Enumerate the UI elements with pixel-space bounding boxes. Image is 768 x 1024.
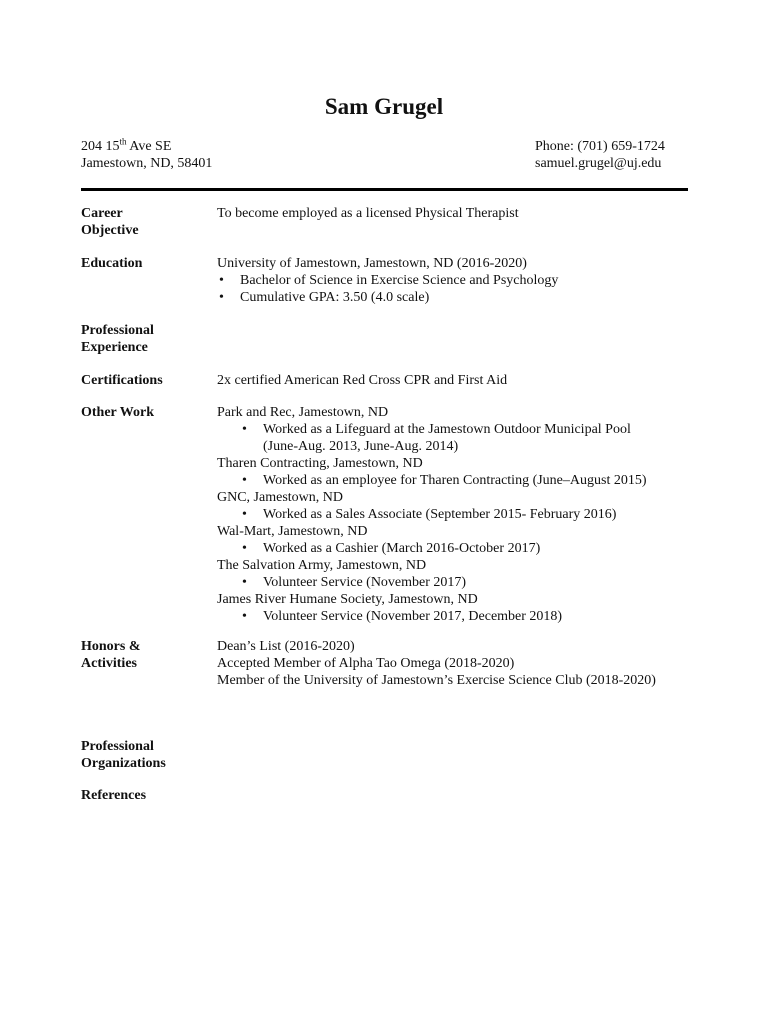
experience-label bbox=[81, 322, 206, 356]
job-employer: Tharen Contracting, Jamestown, ND bbox=[217, 456, 423, 471]
objective-label-line1: Career bbox=[81, 206, 123, 221]
job-detail: • Worked as a Lifeguard at the Jamestown Outdoor Municipal Pool bbox=[217, 421, 687, 438]
honors-label bbox=[81, 638, 206, 672]
resume-name: Sam Grugel bbox=[324, 94, 444, 119]
honors-item: Accepted Member of Alpha Tao Omega (2018-2020) bbox=[217, 656, 515, 671]
honors-label-line1: Honors & bbox=[81, 639, 141, 654]
education-label: Education bbox=[81, 256, 143, 271]
address-city: Jamestown, ND, 58401 bbox=[81, 156, 213, 171]
objective-label-line2: Objective bbox=[81, 223, 139, 238]
address-street bbox=[81, 138, 212, 155]
job-employer: Park and Rec, Jamestown, ND bbox=[217, 405, 389, 420]
job-detail: • Volunteer Service (November 2017, December 2018) bbox=[217, 608, 687, 625]
other-work-label: Other Work bbox=[81, 405, 154, 420]
organizations-label-line1: Professional bbox=[81, 739, 154, 754]
job-employer: Wal-Mart, Jamestown, ND bbox=[217, 524, 368, 539]
job-employer: The Salvation Army, Jamestown, ND bbox=[217, 558, 427, 573]
certifications-body bbox=[217, 372, 687, 389]
objective-label bbox=[81, 205, 206, 239]
honors-body bbox=[217, 638, 687, 689]
job-detail: • Worked as an employee for Tharen Contracting (June–August 2015) bbox=[217, 472, 687, 489]
phone-number: Phone: (701) 659-1724 bbox=[535, 139, 665, 154]
job-employer: GNC, Jamestown, ND bbox=[217, 490, 343, 505]
other-work-body bbox=[217, 404, 687, 625]
email-address: samuel.grugel@uj.edu bbox=[535, 156, 662, 171]
education-body bbox=[217, 255, 687, 306]
certifications-text: 2x certified American Red Cross CPR and First Aid bbox=[217, 373, 508, 388]
education-gpa: • Cumulative GPA: 3.50 (4.0 scale) bbox=[217, 289, 687, 306]
objective-text: To become employed as a licensed Physical Therapist bbox=[217, 206, 519, 221]
contact-block bbox=[535, 138, 665, 172]
address-street-number: 204 15 bbox=[81, 139, 120, 154]
education-degree: • Bachelor of Science in Exercise Science and Psychology bbox=[217, 272, 687, 289]
job-detail: • Worked as a Cashier (March 2016-October 2017) bbox=[217, 540, 687, 557]
experience-label-line1: Professional bbox=[81, 323, 154, 338]
references-label: References bbox=[81, 788, 147, 803]
job-detail-continued: (June-Aug. 2013, June-Aug. 2014) bbox=[263, 439, 459, 454]
experience-label-line2: Experience bbox=[81, 340, 148, 355]
header-divider bbox=[81, 188, 688, 191]
honors-item: Member of the University of Jamestown’s Exercise Science Club (2018-2020) bbox=[217, 673, 656, 688]
job-detail: • Volunteer Service (November 2017) bbox=[217, 574, 687, 591]
honors-label-line2: Activities bbox=[81, 656, 137, 671]
address-street-name: Ave SE bbox=[126, 139, 172, 154]
certifications-label: Certifications bbox=[81, 373, 163, 388]
organizations-label-line2: Organizations bbox=[81, 756, 166, 771]
address-ordinal-suffix: th bbox=[119, 136, 127, 147]
job-employer: James River Humane Society, Jamestown, ND bbox=[217, 592, 478, 607]
education-school: University of Jamestown, Jamestown, ND (2016-2020) bbox=[217, 256, 527, 271]
address-block bbox=[81, 138, 212, 172]
honors-item: Dean’s List (2016-2020) bbox=[217, 639, 355, 654]
objective-body bbox=[217, 205, 687, 222]
job-detail: • Worked as a Sales Associate (September 2015- February 2016) bbox=[217, 506, 687, 523]
organizations-label bbox=[81, 738, 206, 772]
